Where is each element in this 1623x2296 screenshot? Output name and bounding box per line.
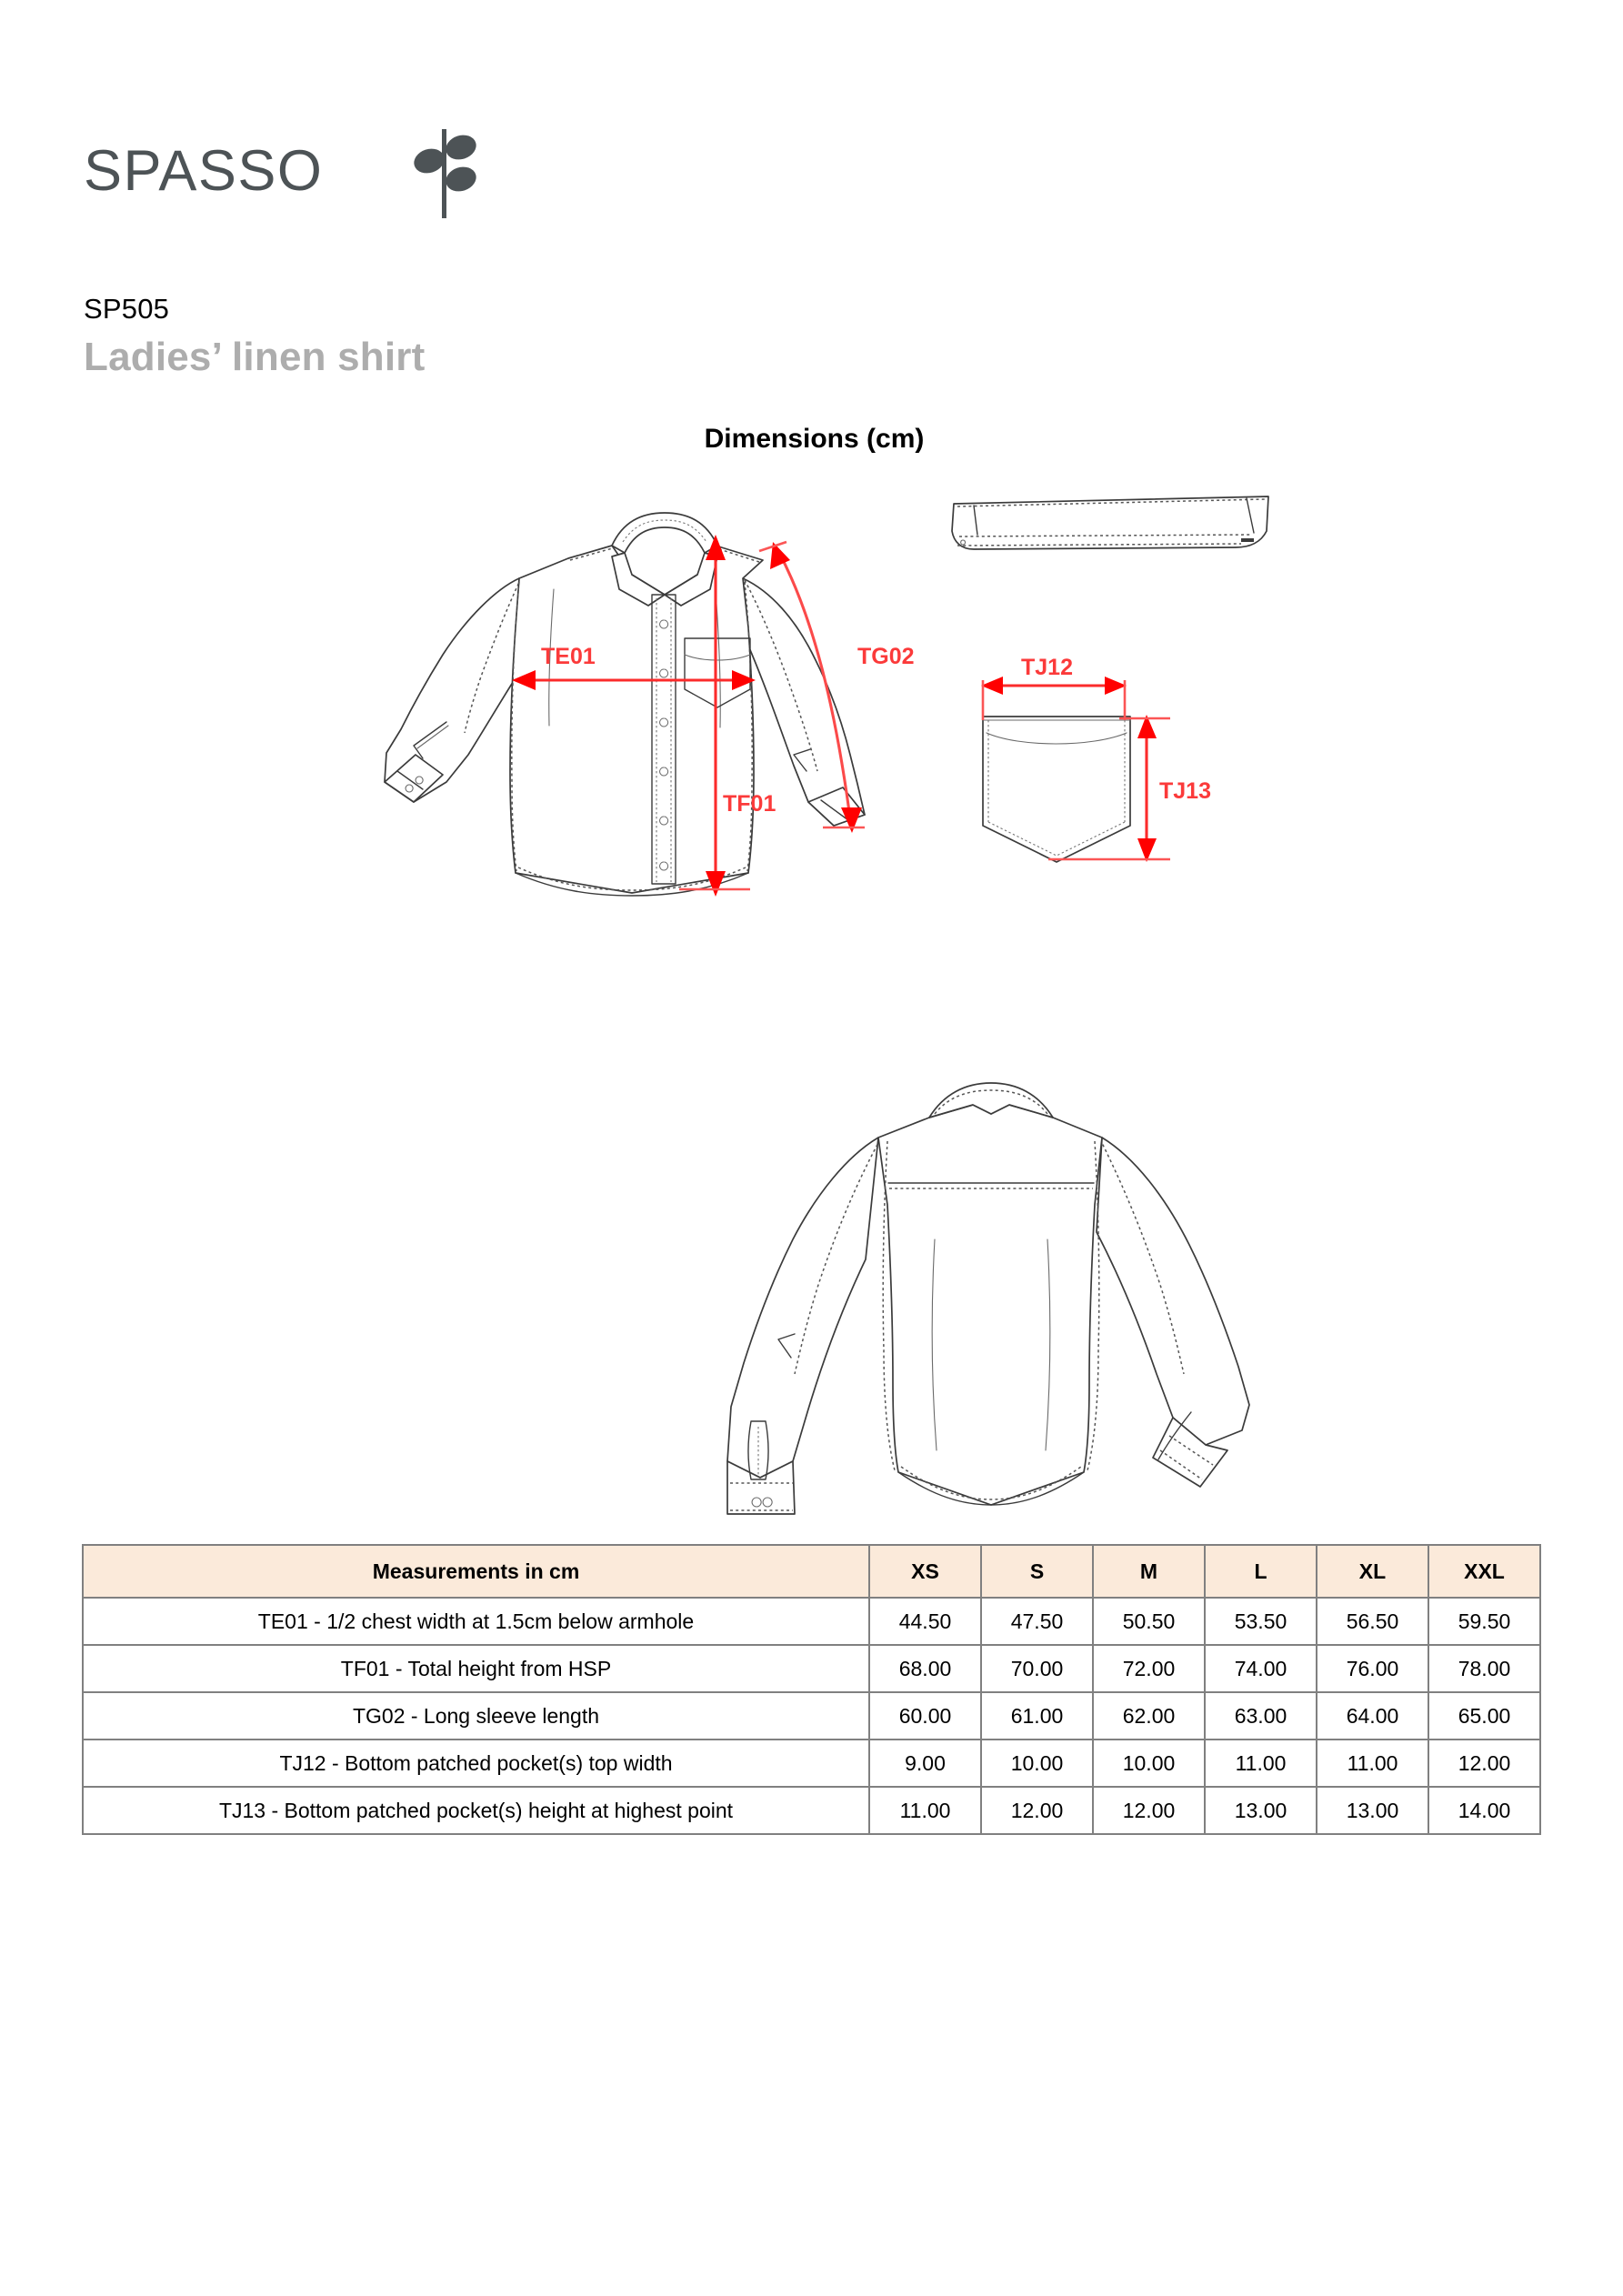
measurement-value: 64.00 <box>1317 1692 1428 1740</box>
measurement-value: 44.50 <box>869 1598 981 1645</box>
measurement-value: 10.00 <box>1093 1740 1205 1787</box>
measurement-value: 11.00 <box>869 1787 981 1834</box>
brand-wordmark: SPASSO <box>84 139 324 203</box>
measurement-value: 13.00 <box>1205 1787 1317 1834</box>
measurement-value: 76.00 <box>1317 1645 1428 1692</box>
dimensions-heading <box>0 424 1623 455</box>
measurement-value: 10.00 <box>981 1740 1093 1787</box>
measurement-value: 74.00 <box>1205 1645 1317 1692</box>
detail-drawings <box>941 482 1323 900</box>
column-header-xxl: XXL <box>1428 1545 1540 1598</box>
front-view-drawing <box>359 482 959 991</box>
callout-tf01: TF01 <box>723 791 776 817</box>
measurement-label: TJ12 - Bottom patched pocket(s) top width <box>83 1740 869 1787</box>
brand-logo <box>84 127 429 227</box>
column-header-s: S <box>981 1545 1093 1598</box>
measurement-value: 72.00 <box>1093 1645 1205 1692</box>
back-view-drawing <box>700 1050 1282 1559</box>
callout-tj13: TJ13 <box>1159 778 1211 804</box>
table-row <box>83 1740 1540 1787</box>
column-header-xs: XS <box>869 1545 981 1598</box>
callout-tj12: TJ12 <box>1021 655 1073 680</box>
measurement-value: 60.00 <box>869 1692 981 1740</box>
measurement-value: 63.00 <box>1205 1692 1317 1740</box>
measurement-value: 14.00 <box>1428 1787 1540 1834</box>
measurement-value: 50.50 <box>1093 1598 1205 1645</box>
product-code: SP505 <box>84 293 170 325</box>
measurement-value: 11.00 <box>1205 1740 1317 1787</box>
measurement-value: 68.00 <box>869 1645 981 1692</box>
measurement-value: 12.00 <box>1428 1740 1540 1787</box>
measurement-label: TE01 - 1/2 chest width at 1.5cm below armhole <box>83 1598 869 1645</box>
table-row <box>83 1787 1540 1834</box>
measurement-value: 11.00 <box>1317 1740 1428 1787</box>
measurement-value: 70.00 <box>981 1645 1093 1692</box>
measurement-value: 12.00 <box>981 1787 1093 1834</box>
measurement-label: TF01 - Total height from HSP <box>83 1645 869 1692</box>
measurement-value: 53.50 <box>1205 1598 1317 1645</box>
measurement-value: 56.50 <box>1317 1598 1428 1645</box>
product-title: Ladies’ linen shirt <box>84 335 426 379</box>
table-row <box>83 1645 1540 1692</box>
column-header-l: L <box>1205 1545 1317 1598</box>
measurement-value: 61.00 <box>981 1692 1093 1740</box>
spasso-leaf-mark-icon <box>414 127 477 232</box>
table-row <box>83 1598 1540 1645</box>
measurement-value: 47.50 <box>981 1598 1093 1645</box>
column-header-xl: XL <box>1317 1545 1428 1598</box>
measurement-value: 12.00 <box>1093 1787 1205 1834</box>
column-header-measurements: Measurements in cm <box>83 1545 869 1598</box>
measurements-table <box>82 1544 1541 1835</box>
measurement-value: 59.50 <box>1428 1598 1540 1645</box>
measurement-value: 62.00 <box>1093 1692 1205 1740</box>
callout-te01: TE01 <box>541 644 596 669</box>
table-header-row <box>83 1545 1540 1598</box>
table-row <box>83 1692 1540 1740</box>
column-header-m: M <box>1093 1545 1205 1598</box>
measurement-label: TJ13 - Bottom patched pocket(s) height at highest point <box>83 1787 869 1834</box>
measurement-value: 9.00 <box>869 1740 981 1787</box>
callout-tg02: TG02 <box>857 644 915 669</box>
pocket-detail <box>981 655 1211 862</box>
measurement-value: 13.00 <box>1317 1787 1428 1834</box>
cuff-band-detail <box>952 496 1268 549</box>
measurement-value: 78.00 <box>1428 1645 1540 1692</box>
measurement-label: TG02 - Long sleeve length <box>83 1692 869 1740</box>
measurement-value: 65.00 <box>1428 1692 1540 1740</box>
dimensions-heading-text: Dimensions (cm) <box>704 424 925 454</box>
